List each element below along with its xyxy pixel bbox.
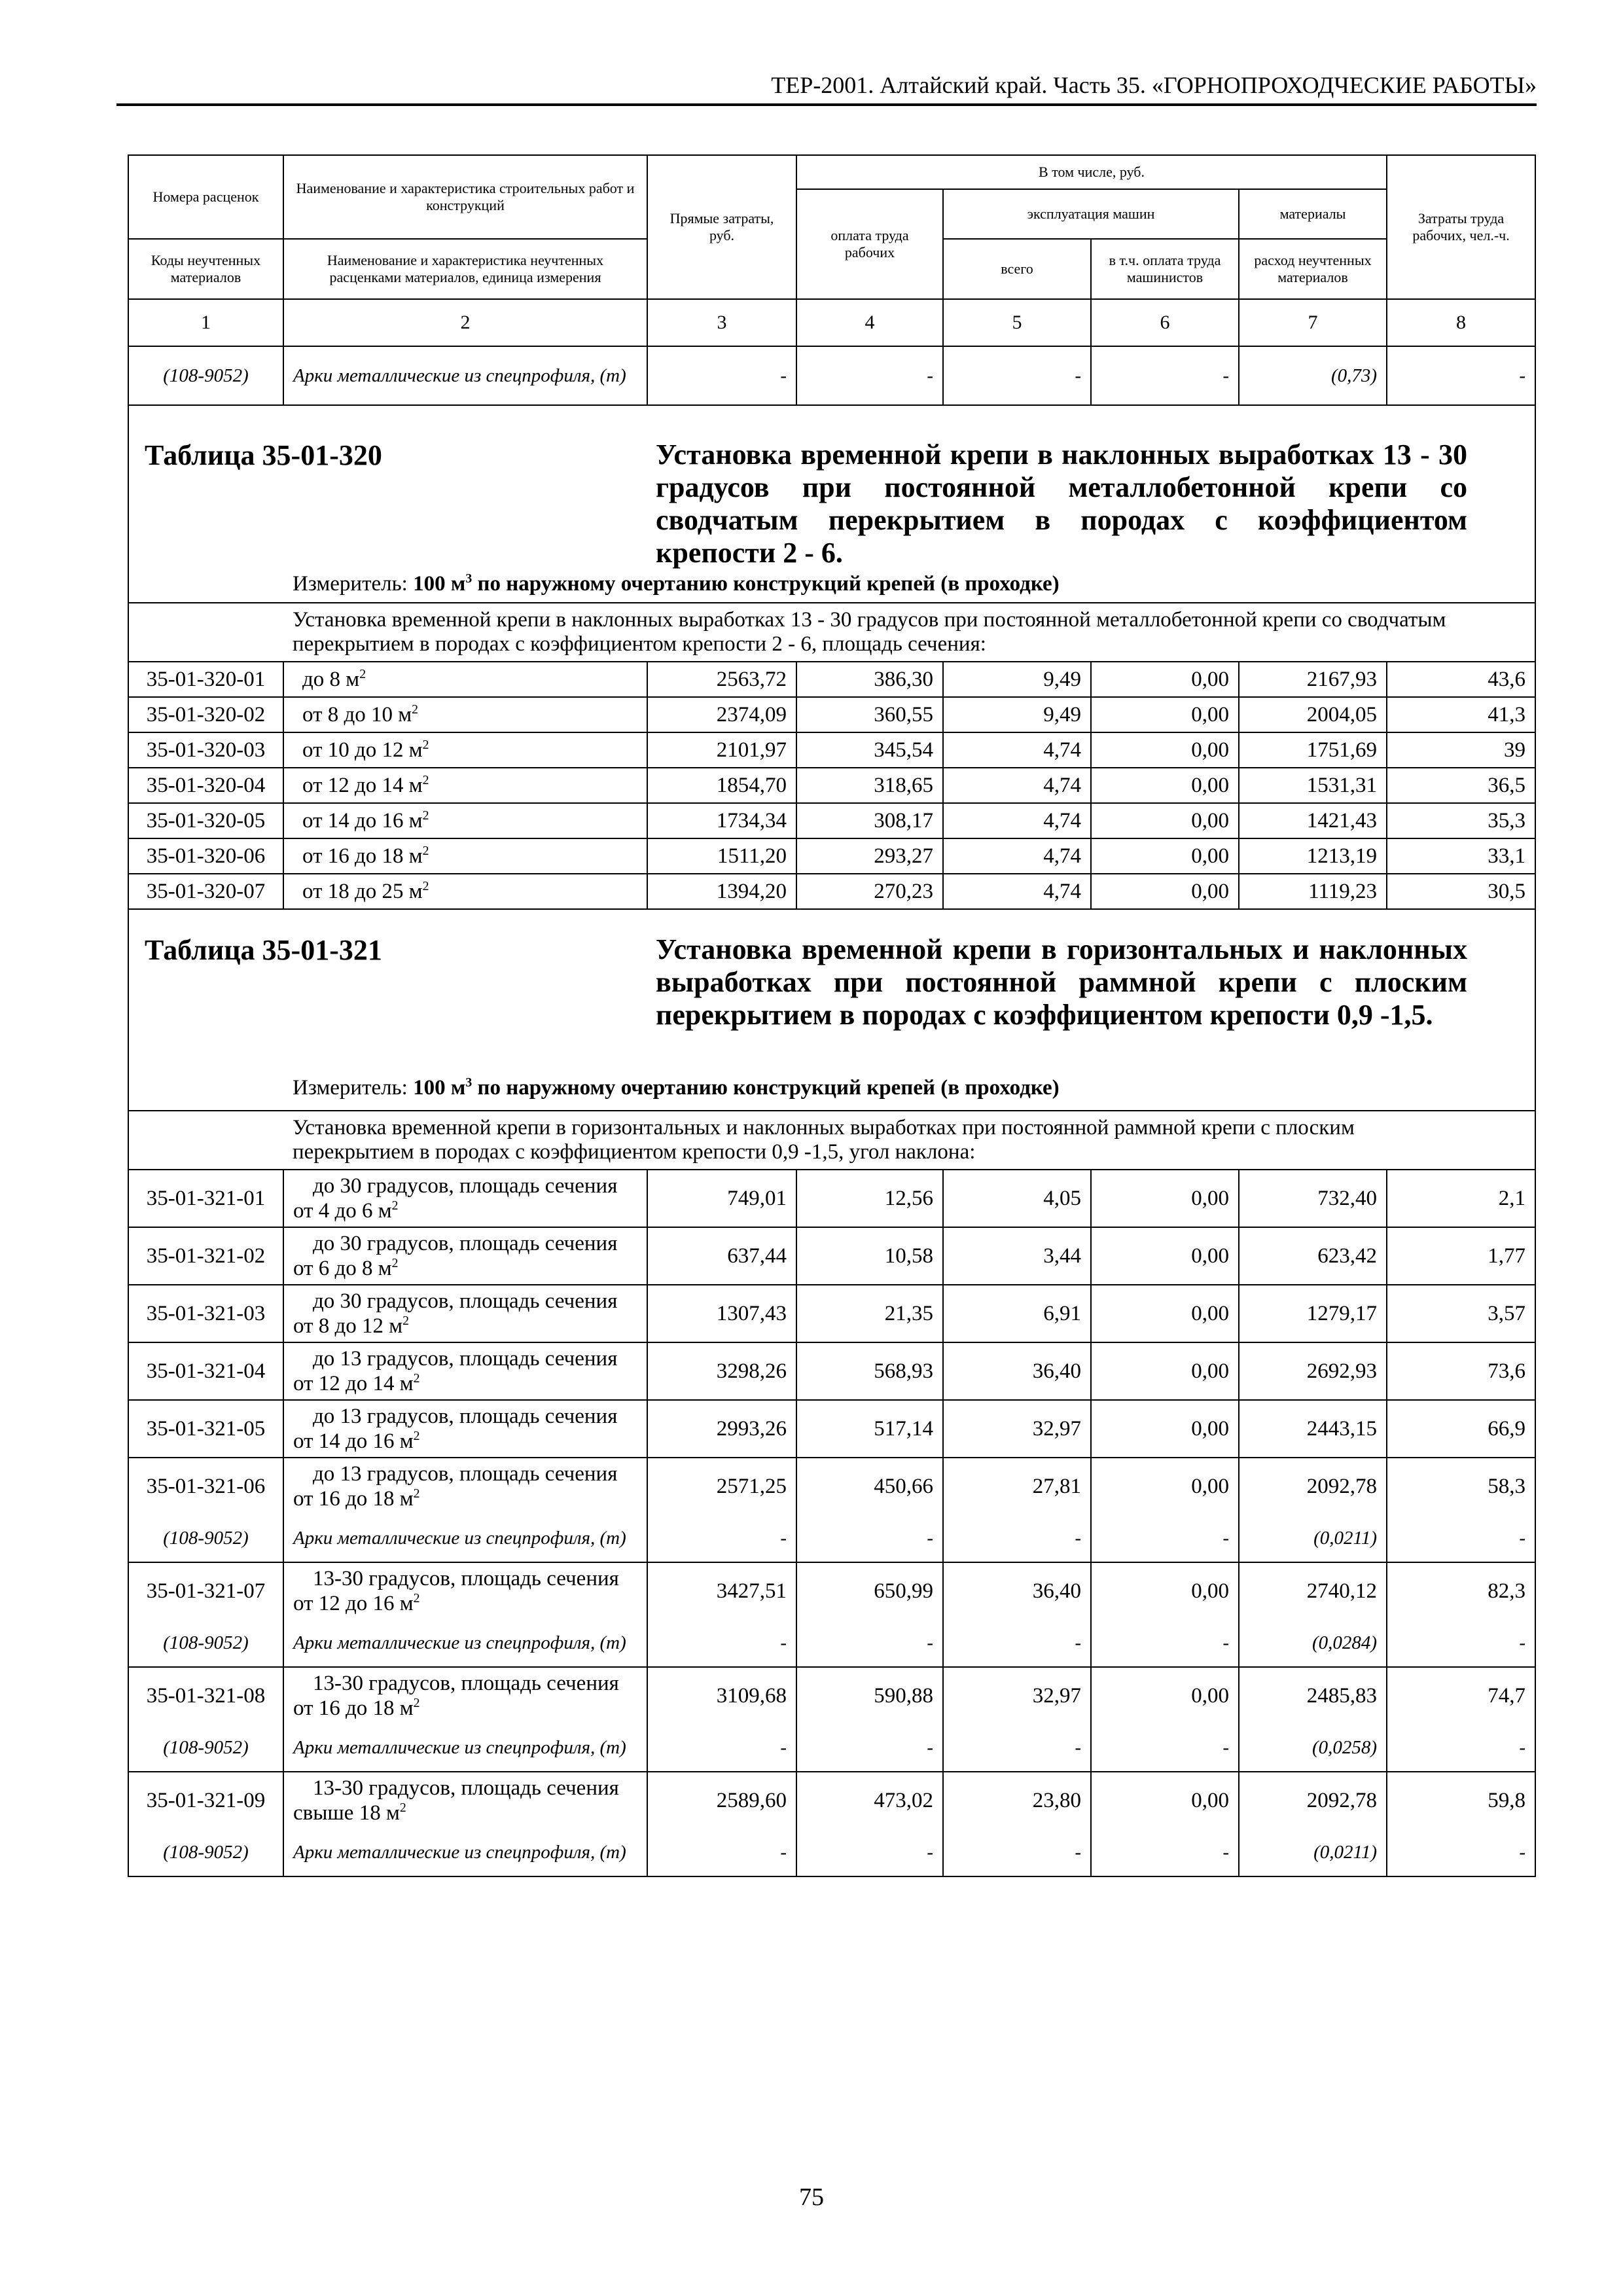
rate-description: от 10 до 12 $м^2$ bbox=[283, 732, 647, 768]
rate-code: 35-01-320-01 bbox=[128, 662, 283, 697]
value-cell: - bbox=[943, 1724, 1091, 1772]
value-cell: - bbox=[647, 1829, 796, 1876]
table-row bbox=[128, 1342, 1535, 1400]
value-cell: 3298,26 bbox=[647, 1342, 796, 1400]
rate-description: до 30 градусов, площадь сечения от 4 до 6 $м^2$ bbox=[283, 1170, 647, 1227]
header-material-codes: Коды неучтенных материалов bbox=[128, 239, 283, 299]
value-cell: 749,01 bbox=[647, 1170, 796, 1227]
value-cell: 3,57 bbox=[1387, 1285, 1535, 1342]
table-320-title-block bbox=[128, 405, 1535, 603]
table-row bbox=[128, 732, 1535, 768]
value-cell: 1307,43 bbox=[647, 1285, 796, 1342]
value-cell: (0,0258) bbox=[1239, 1724, 1387, 1772]
value-cell: 623,42 bbox=[1239, 1227, 1387, 1285]
material-code: (108-9052) bbox=[128, 1515, 283, 1562]
value-cell: - bbox=[647, 1724, 796, 1772]
value-cell: (0,0211) bbox=[1239, 1515, 1387, 1562]
table-321-meter: Измеритель: 100 $м^3$ по наружному очертанию конструкций крепей (в проходке) bbox=[293, 1075, 1060, 1100]
value-cell: 9,49 bbox=[943, 662, 1091, 697]
cell: - bbox=[1091, 346, 1239, 405]
table-321-label: Таблица 35-01-321 bbox=[145, 934, 382, 966]
value-cell: 0,00 bbox=[1091, 1227, 1239, 1285]
table-320-meter: Измеритель: 100 $м^3$ по наружному очертанию конструкций крепей (в проходке) bbox=[293, 571, 1060, 596]
material-name: Арки металлические из спецпрофиля, (т) bbox=[283, 1515, 647, 1562]
value-cell: - bbox=[1387, 1829, 1535, 1876]
header-materials: материалы bbox=[1239, 189, 1387, 239]
column-number: 7 bbox=[1239, 299, 1387, 346]
rate-code: 35-01-320-04 bbox=[128, 768, 283, 803]
value-cell: 2167,93 bbox=[1239, 662, 1387, 697]
rate-code: 35-01-320-06 bbox=[128, 838, 283, 874]
column-number: 4 bbox=[796, 299, 943, 346]
rate-code: 35-01-321-03 bbox=[128, 1285, 283, 1342]
value-cell: 318,65 bbox=[796, 768, 943, 803]
value-cell: 0,00 bbox=[1091, 732, 1239, 768]
value-cell: 2563,72 bbox=[647, 662, 796, 697]
table-321-subtitle: Установка временной крепи в горизонтальных и наклонных выработках при постоянной раммной крепи с плоским перекрытием в породах с коэффициентом крепости 0,9 -1,5, угол наклона: bbox=[128, 1111, 1535, 1170]
value-cell: 345,54 bbox=[796, 732, 943, 768]
value-cell: 1531,31 bbox=[1239, 768, 1387, 803]
rate-description: от 14 до 16 $м^2$ bbox=[283, 803, 647, 838]
table-row bbox=[128, 1562, 1535, 1619]
rate-code: 35-01-321-07 bbox=[128, 1562, 283, 1619]
column-number: 1 bbox=[128, 299, 283, 346]
header-rate-numbers: Номера расценок bbox=[128, 155, 283, 239]
value-cell: 4,74 bbox=[943, 838, 1091, 874]
value-cell: 4,74 bbox=[943, 768, 1091, 803]
value-cell: 308,17 bbox=[796, 803, 943, 838]
cell: - bbox=[647, 346, 796, 405]
value-cell: 0,00 bbox=[1091, 1285, 1239, 1342]
value-cell: 32,97 bbox=[943, 1400, 1091, 1458]
value-cell: 2692,93 bbox=[1239, 1342, 1387, 1400]
header-labor-pay: оплата труда рабочих bbox=[796, 189, 943, 299]
header-machines-total: всего bbox=[943, 239, 1091, 299]
table-320-subtitle: Установка временной крепи в наклонных выработках 13 - 30 градусов при постоянной металлобетонной крепи со сводчатым перекрытием в породах с коэффициентом крепости 2 - 6, площадь сечения: bbox=[128, 603, 1535, 662]
table-320-title: Установка временной крепи в наклонных выработках 13 - 30 градусов при постоянной металлобетонной крепи со сводчатым перекрытием в породах с коэффициентом крепости 2 - 6. bbox=[656, 439, 1467, 569]
material-code: (108-9052) bbox=[128, 1724, 283, 1772]
rate-description: от 18 до 25 $м^2$ bbox=[283, 874, 647, 909]
rate-code: 35-01-321-01 bbox=[128, 1170, 283, 1227]
column-number: 5 bbox=[943, 299, 1091, 346]
value-cell: 41,3 bbox=[1387, 697, 1535, 732]
value-cell: 3,44 bbox=[943, 1227, 1091, 1285]
rate-description: до 13 градусов, площадь сечения от 16 до 18 $м^2$ bbox=[283, 1458, 647, 1515]
value-cell: 2485,83 bbox=[1239, 1667, 1387, 1724]
value-cell: - bbox=[796, 1515, 943, 1562]
value-cell: - bbox=[796, 1829, 943, 1876]
rate-code: 35-01-321-04 bbox=[128, 1342, 283, 1400]
value-cell: 27,81 bbox=[943, 1458, 1091, 1515]
value-cell: 10,58 bbox=[796, 1227, 943, 1285]
column-number: 2 bbox=[283, 299, 647, 346]
table-row bbox=[128, 697, 1535, 732]
table-row bbox=[128, 1227, 1535, 1285]
rate-description: 13-30 градусов, площадь сечения свыше 18 $м^2$ bbox=[283, 1772, 647, 1829]
value-cell: 39 bbox=[1387, 732, 1535, 768]
value-cell: - bbox=[796, 1724, 943, 1772]
value-cell: 1,77 bbox=[1387, 1227, 1535, 1285]
value-cell: (0,0284) bbox=[1239, 1619, 1387, 1667]
material-name: Арки металлические из спецпрофиля, (т) bbox=[283, 1619, 647, 1667]
value-cell: - bbox=[647, 1619, 796, 1667]
column-number: 6 bbox=[1091, 299, 1239, 346]
material-name: Арки металлические из спецпрофиля, (т) bbox=[283, 1724, 647, 1772]
value-cell: 4,74 bbox=[943, 803, 1091, 838]
rate-code: 35-01-321-09 bbox=[128, 1772, 283, 1829]
table-321-subtitle-row bbox=[128, 1111, 1535, 1170]
value-cell: 3427,51 bbox=[647, 1562, 796, 1619]
running-head: ТЕР-2001. Алтайский край. Часть 35. «ГОРНОПРОХОДЧЕСКИЕ РАБОТЫ» bbox=[771, 72, 1537, 98]
value-cell: - bbox=[943, 1829, 1091, 1876]
value-cell: - bbox=[1091, 1619, 1239, 1667]
value-cell: 2589,60 bbox=[647, 1772, 796, 1829]
value-cell: 2571,25 bbox=[647, 1458, 796, 1515]
column-number: 8 bbox=[1387, 299, 1535, 346]
value-cell: 4,05 bbox=[943, 1170, 1091, 1227]
value-cell: 1119,23 bbox=[1239, 874, 1387, 909]
value-cell: 2,1 bbox=[1387, 1170, 1535, 1227]
value-cell: 2374,09 bbox=[647, 697, 796, 732]
value-cell: 35,3 bbox=[1387, 803, 1535, 838]
rate-code: 35-01-320-05 bbox=[128, 803, 283, 838]
cell: - bbox=[796, 346, 943, 405]
table-row bbox=[128, 1458, 1535, 1515]
value-cell: 6,91 bbox=[943, 1285, 1091, 1342]
value-cell: 36,40 bbox=[943, 1342, 1091, 1400]
material-row bbox=[128, 1619, 1535, 1667]
header-direct-costs: Прямые затраты, руб. bbox=[647, 155, 796, 299]
material-name: Арки металлические из спецпрофиля, (т) bbox=[283, 1829, 647, 1876]
value-cell: 4,74 bbox=[943, 732, 1091, 768]
value-cell: 1213,19 bbox=[1239, 838, 1387, 874]
value-cell: 12,56 bbox=[796, 1170, 943, 1227]
value-cell: 36,5 bbox=[1387, 768, 1535, 803]
value-cell: 2092,78 bbox=[1239, 1458, 1387, 1515]
value-cell: - bbox=[1387, 1515, 1535, 1562]
column-number: 3 bbox=[647, 299, 796, 346]
value-cell: - bbox=[1387, 1724, 1535, 1772]
material-row bbox=[128, 1829, 1535, 1876]
material-code: (108-9052) bbox=[128, 1829, 283, 1876]
value-cell: - bbox=[943, 1515, 1091, 1562]
material-code: (108-9052) bbox=[128, 346, 283, 405]
table-row bbox=[128, 803, 1535, 838]
material-row bbox=[128, 1515, 1535, 1562]
value-cell: 0,00 bbox=[1091, 803, 1239, 838]
value-cell: - bbox=[943, 1619, 1091, 1667]
rate-description: 13-30 градусов, площадь сечения от 12 до 16 $м^2$ bbox=[283, 1562, 647, 1619]
rate-code: 35-01-321-06 bbox=[128, 1458, 283, 1515]
rate-description: до 13 градусов, площадь сечения от 14 до 16 $м^2$ bbox=[283, 1400, 647, 1458]
rate-code: 35-01-321-08 bbox=[128, 1667, 283, 1724]
header-machinist-pay: в т.ч. оплата труда машинистов bbox=[1091, 239, 1239, 299]
rate-description: до 8 $м^2$ bbox=[283, 662, 647, 697]
value-cell: 473,02 bbox=[796, 1772, 943, 1829]
value-cell: 450,66 bbox=[796, 1458, 943, 1515]
value-cell: 32,97 bbox=[943, 1667, 1091, 1724]
value-cell: 0,00 bbox=[1091, 1170, 1239, 1227]
header-material-name: Наименование и характеристика неучтенных расценками материалов, единица измерения bbox=[283, 239, 647, 299]
table-row bbox=[128, 838, 1535, 874]
value-cell: 2740,12 bbox=[1239, 1562, 1387, 1619]
value-cell: 2092,78 bbox=[1239, 1772, 1387, 1829]
value-cell: 58,3 bbox=[1387, 1458, 1535, 1515]
value-cell: - bbox=[1387, 1619, 1535, 1667]
value-cell: 74,7 bbox=[1387, 1667, 1535, 1724]
value-cell: 1734,34 bbox=[647, 803, 796, 838]
value-cell: 1854,70 bbox=[647, 768, 796, 803]
value-cell: 43,6 bbox=[1387, 662, 1535, 697]
rate-description: до 30 градусов, площадь сечения от 6 до 8 $м^2$ bbox=[283, 1227, 647, 1285]
value-cell: 732,40 bbox=[1239, 1170, 1387, 1227]
rate-code: 35-01-320-03 bbox=[128, 732, 283, 768]
value-cell: - bbox=[1091, 1829, 1239, 1876]
table-row bbox=[128, 1170, 1535, 1227]
table-row bbox=[128, 768, 1535, 803]
value-cell: 0,00 bbox=[1091, 1562, 1239, 1619]
table-321-title: Установка временной крепи в горизонтальных и наклонных выработках при постоянной раммной крепи с плоским перекрытием в породах с коэффициентом крепости 0,9 -1,5. bbox=[656, 933, 1467, 1031]
value-cell: 21,35 bbox=[796, 1285, 943, 1342]
value-cell: 293,27 bbox=[796, 838, 943, 874]
rate-description: до 13 градусов, площадь сечения от 12 до 14 $м^2$ bbox=[283, 1342, 647, 1400]
table-320-subtitle-row bbox=[128, 603, 1535, 662]
value-cell: 1394,20 bbox=[647, 874, 796, 909]
rate-description: от 16 до 18 $м^2$ bbox=[283, 838, 647, 874]
value-cell: 36,40 bbox=[943, 1562, 1091, 1619]
value-cell: 386,30 bbox=[796, 662, 943, 697]
table-row bbox=[128, 874, 1535, 909]
value-cell: 0,00 bbox=[1091, 1342, 1239, 1400]
rate-description: от 12 до 14 $м^2$ bbox=[283, 768, 647, 803]
value-cell: 0,00 bbox=[1091, 662, 1239, 697]
value-cell: 9,49 bbox=[943, 697, 1091, 732]
value-cell: 360,55 bbox=[796, 697, 943, 732]
header-including: В том числе, руб. bbox=[796, 155, 1387, 189]
table-row bbox=[128, 1667, 1535, 1724]
value-cell: 0,00 bbox=[1091, 1400, 1239, 1458]
rates-table bbox=[128, 154, 1536, 1877]
rate-code: 35-01-320-02 bbox=[128, 697, 283, 732]
value-cell: 517,14 bbox=[796, 1400, 943, 1458]
value-cell: - bbox=[1091, 1724, 1239, 1772]
value-cell: 33,1 bbox=[1387, 838, 1535, 874]
value-cell: 0,00 bbox=[1091, 768, 1239, 803]
value-cell: 1421,43 bbox=[1239, 803, 1387, 838]
value-cell: (0,0211) bbox=[1239, 1829, 1387, 1876]
value-cell: 59,8 bbox=[1387, 1772, 1535, 1829]
material-row bbox=[128, 1724, 1535, 1772]
rate-description: до 30 градусов, площадь сечения от 8 до 12 $м^2$ bbox=[283, 1285, 647, 1342]
table-row bbox=[128, 662, 1535, 697]
value-cell: 0,00 bbox=[1091, 874, 1239, 909]
rate-code: 35-01-321-02 bbox=[128, 1227, 283, 1285]
rate-description: 13-30 градусов, площадь сечения от 16 до 18 $м^2$ bbox=[283, 1667, 647, 1724]
table-321-title-block bbox=[128, 909, 1535, 1111]
rate-description: от 8 до 10 $м^2$ bbox=[283, 697, 647, 732]
value-cell: 0,00 bbox=[1091, 1458, 1239, 1515]
value-cell: 0,00 bbox=[1091, 838, 1239, 874]
value-cell: 1279,17 bbox=[1239, 1285, 1387, 1342]
header-material-consumption: расход неучтенных материалов bbox=[1239, 239, 1387, 299]
header-rule bbox=[116, 103, 1537, 106]
value-cell: 0,00 bbox=[1091, 1667, 1239, 1724]
value-cell: - bbox=[1091, 1515, 1239, 1562]
value-cell: 73,6 bbox=[1387, 1342, 1535, 1400]
value-cell: 650,99 bbox=[796, 1562, 943, 1619]
value-cell: 2993,26 bbox=[647, 1400, 796, 1458]
value-cell: 270,23 bbox=[796, 874, 943, 909]
column-numbers-row bbox=[128, 299, 1535, 346]
cell: - bbox=[1387, 346, 1535, 405]
value-cell: 3109,68 bbox=[647, 1667, 796, 1724]
value-cell: 4,74 bbox=[943, 874, 1091, 909]
cell: - bbox=[943, 346, 1091, 405]
value-cell: 66,9 bbox=[1387, 1400, 1535, 1458]
cell: (0,73) bbox=[1239, 346, 1387, 405]
material-name: Арки металлические из спецпрофиля, (т) bbox=[283, 346, 647, 405]
value-cell: 637,44 bbox=[647, 1227, 796, 1285]
material-code: (108-9052) bbox=[128, 1619, 283, 1667]
value-cell: 2004,05 bbox=[1239, 697, 1387, 732]
table-row bbox=[128, 1772, 1535, 1829]
value-cell: - bbox=[796, 1619, 943, 1667]
value-cell: 23,80 bbox=[943, 1772, 1091, 1829]
value-cell: 0,00 bbox=[1091, 1772, 1239, 1829]
table-320-label: Таблица 35-01-320 bbox=[145, 439, 382, 471]
header-machines: эксплуатация машин bbox=[943, 189, 1239, 239]
value-cell: - bbox=[647, 1515, 796, 1562]
value-cell: 30,5 bbox=[1387, 874, 1535, 909]
value-cell: 2101,97 bbox=[647, 732, 796, 768]
header-work-name: Наименование и характеристика строительных работ и конструкций bbox=[283, 155, 647, 239]
table-row bbox=[128, 1400, 1535, 1458]
page-number: 75 bbox=[799, 2183, 824, 2211]
rate-code: 35-01-320-07 bbox=[128, 874, 283, 909]
rate-code: 35-01-321-05 bbox=[128, 1400, 283, 1458]
value-cell: 82,3 bbox=[1387, 1562, 1535, 1619]
value-cell: 568,93 bbox=[796, 1342, 943, 1400]
value-cell: 2443,15 bbox=[1239, 1400, 1387, 1458]
value-cell: 0,00 bbox=[1091, 697, 1239, 732]
header-labor-hours: Затраты труда рабочих, чел.-ч. bbox=[1387, 155, 1535, 299]
value-cell: 1751,69 bbox=[1239, 732, 1387, 768]
value-cell: 1511,20 bbox=[647, 838, 796, 874]
material-row bbox=[128, 346, 1535, 405]
table-row bbox=[128, 1285, 1535, 1342]
value-cell: 590,88 bbox=[796, 1667, 943, 1724]
